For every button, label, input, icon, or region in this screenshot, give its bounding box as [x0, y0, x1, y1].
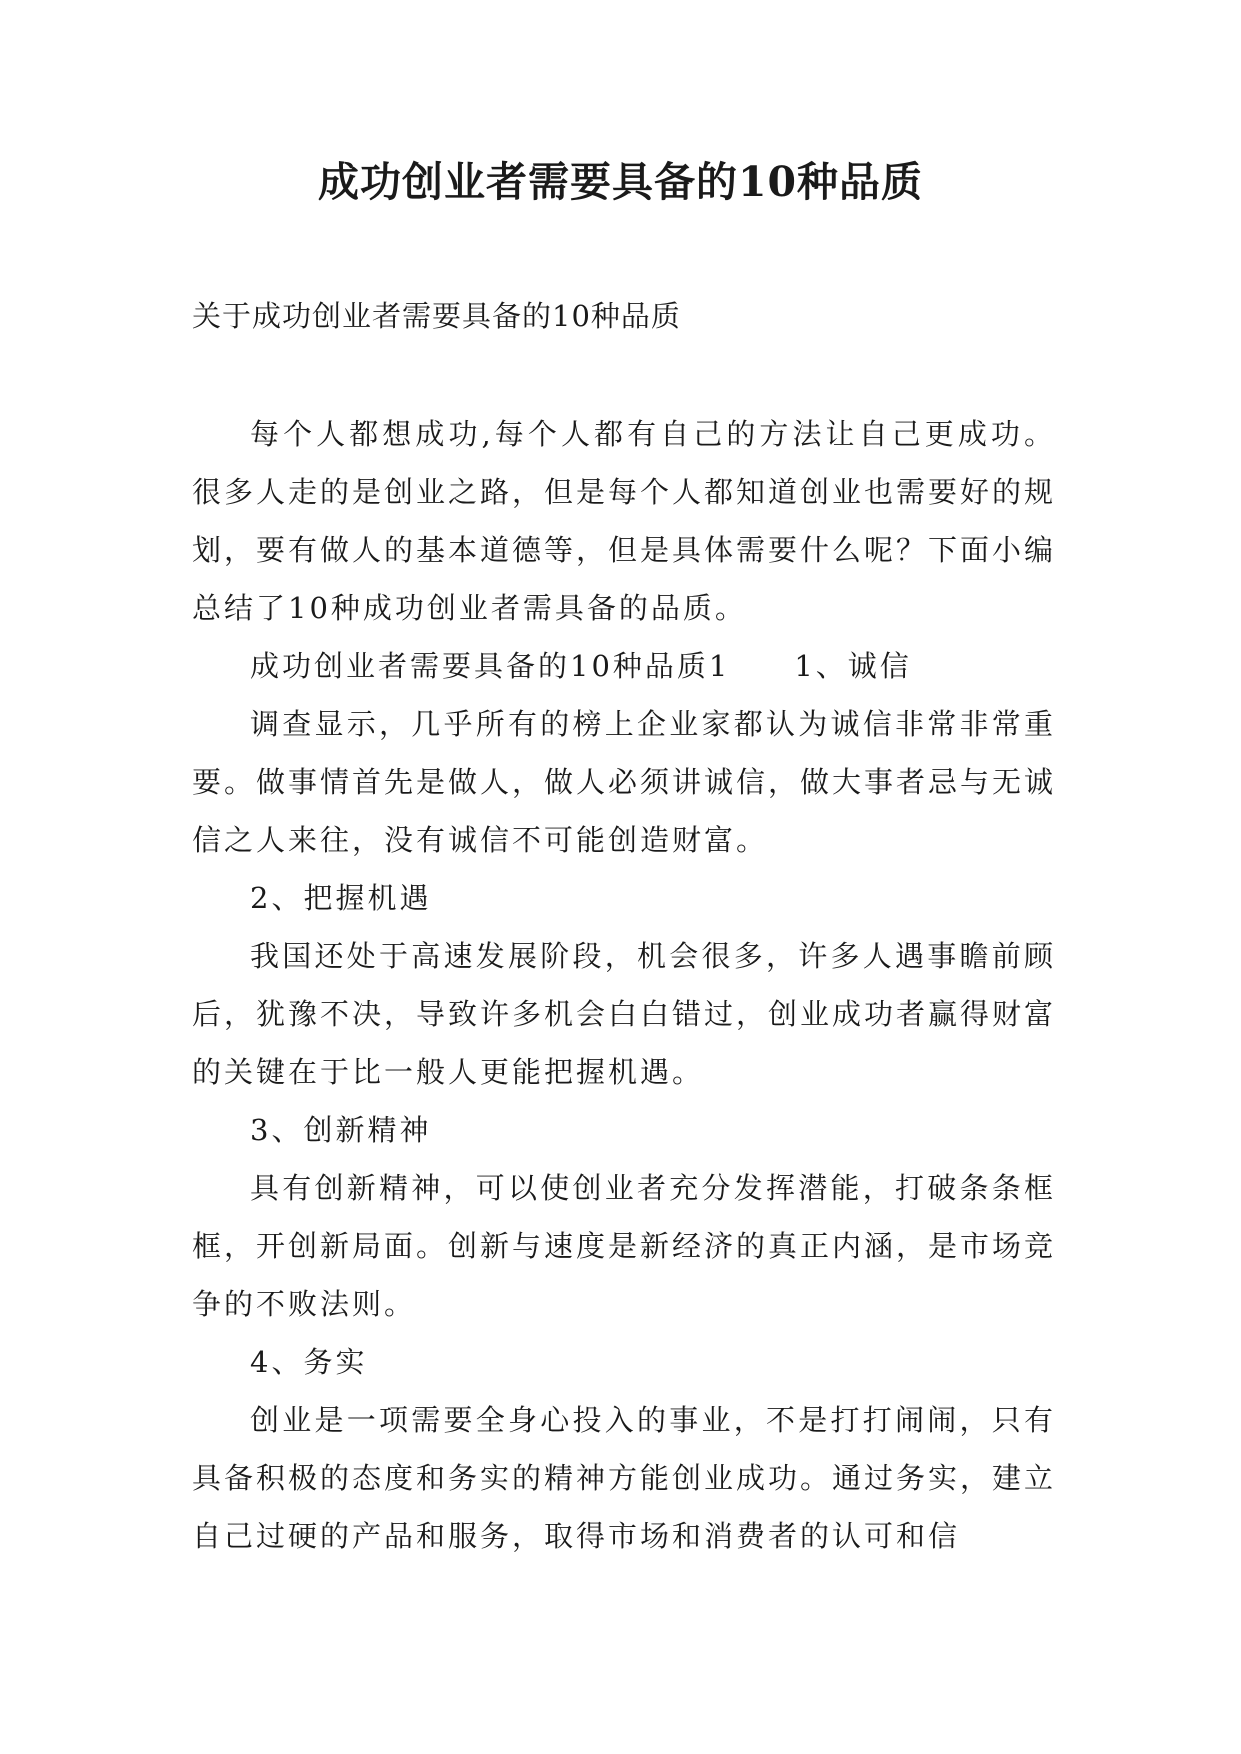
- section-heading-innovation: 3、创新精神: [250, 1113, 432, 1147]
- document-subtitle: 关于成功创业者需要具备的10种品质: [192, 299, 681, 333]
- paragraph-innovation: 具有创新精神，可以使创业者充分发挥潜能，打破条条框框，开创新局面。创新与速度是新经济的真正内涵，是市场竞争的不败法则。: [192, 1171, 1057, 1321]
- paragraph-integrity: 调查显示，几乎所有的榜上企业家都认为诚信非常非常重要。做事情首先是做人，做人必须讲诚信，做大事者忌与无诚信之人来往，没有诚信不可能创造财富。: [192, 707, 1057, 857]
- section-heading-opportunity: 2、把握机遇: [250, 881, 432, 915]
- section-heading-pragmatism: 4、务实: [250, 1345, 368, 1379]
- section-heading-integrity: 成功创业者需要具备的10种品质1 1、诚信: [250, 649, 912, 683]
- paragraph-intro: 每个人都想成功,每个人都有自己的方法让自己更成功。很多人走的是创业之路，但是每个人都知道创业也需要好的规划，要有做人的基本道德等，但是具体需要什么呢？下面小编总结了10种成功创业者需具备的品质。: [192, 417, 1057, 625]
- document-body: [192, 405, 1056, 1565]
- paragraph-pragmatism: 创业是一项需要全身心投入的事业，不是打打闹闹，只有具备积极的态度和务实的精神方能创业成功。通过务实，建立自己过硬的产品和服务，取得市场和消费者的认可和信: [192, 1403, 1057, 1553]
- document-title: 成功创业者需要具备的10种品质: [317, 158, 924, 206]
- paragraph-opportunity: 我国还处于高速发展阶段，机会很多，许多人遇事瞻前顾后，犹豫不决，导致许多机会白白错过，创业成功者赢得财富的关键在于比一般人更能把握机遇。: [192, 939, 1057, 1089]
